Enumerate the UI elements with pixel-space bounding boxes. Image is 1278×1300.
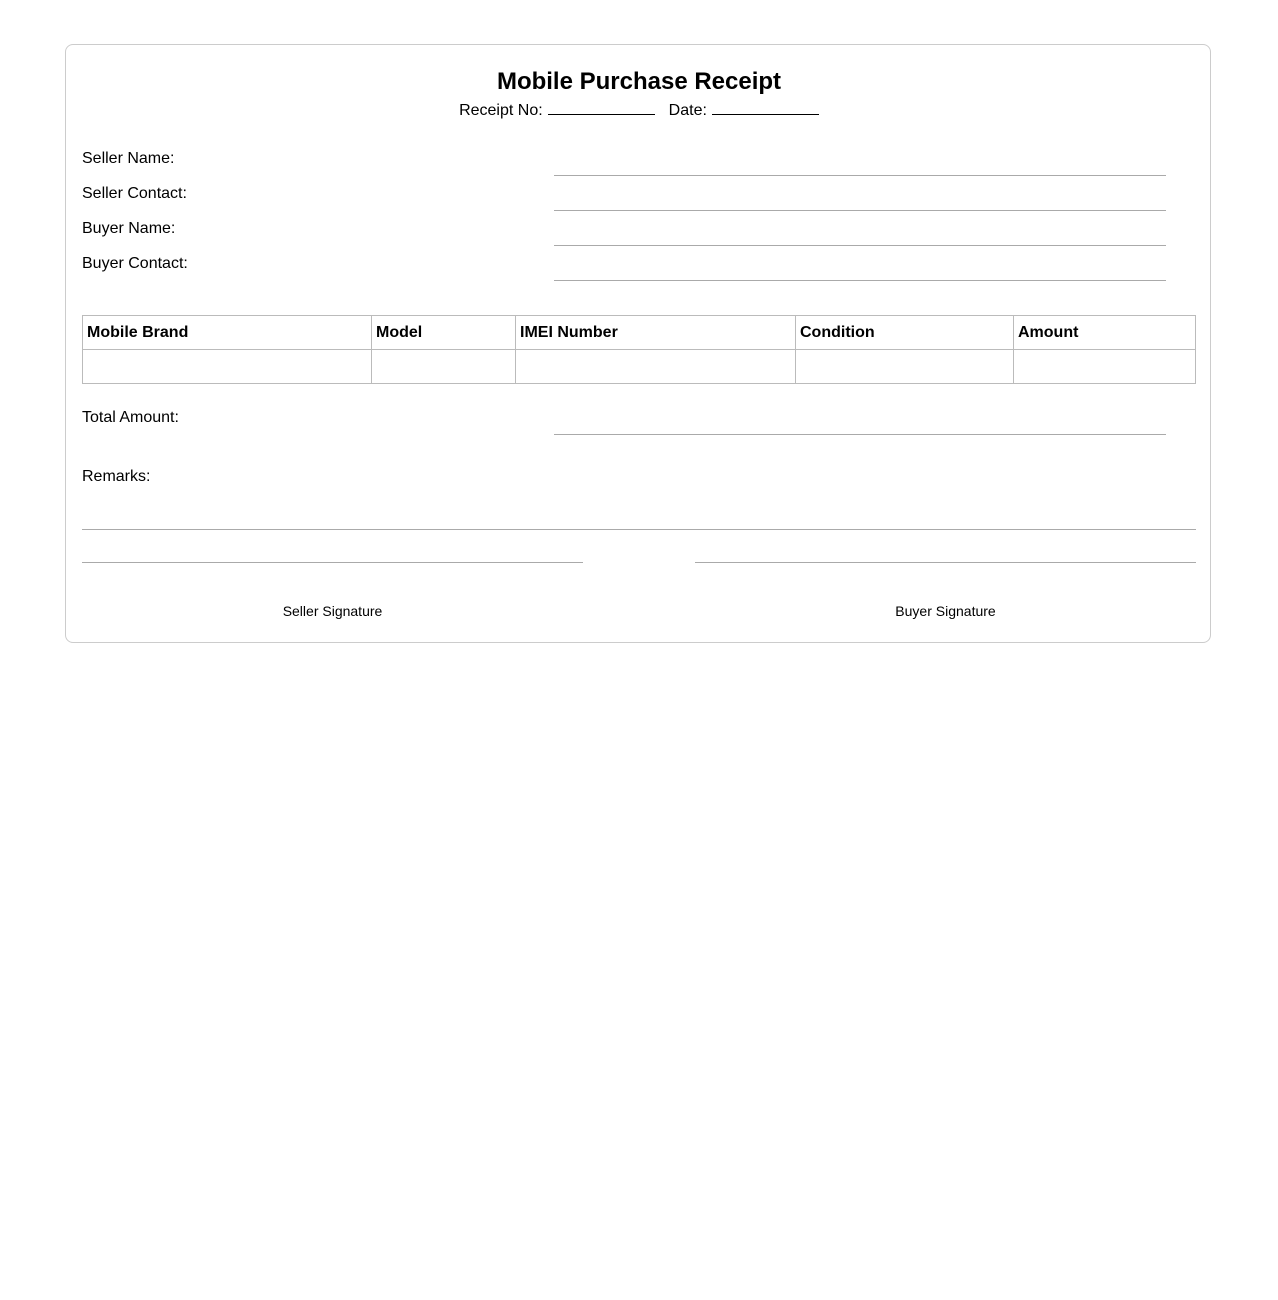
cell-imei[interactable] <box>516 350 796 384</box>
total-amount-label: Total Amount: <box>82 409 179 426</box>
buyer-name-field[interactable] <box>554 245 1166 246</box>
receipt-no-field[interactable] <box>548 100 655 115</box>
buyer-contact-field[interactable] <box>554 280 1166 281</box>
receipt-no-label: Receipt No: <box>459 102 543 119</box>
total-amount-field[interactable] <box>554 434 1166 435</box>
seller-contact-field[interactable] <box>554 210 1166 211</box>
table-header-row <box>83 316 1196 350</box>
seller-signature-line[interactable] <box>82 562 583 563</box>
seller-signature-label: Seller Signature <box>282 603 383 619</box>
header-amount: Amount <box>1014 316 1196 350</box>
cell-model[interactable] <box>372 350 516 384</box>
remarks-label: Remarks: <box>82 468 151 485</box>
seller-name-label: Seller Name: <box>82 150 175 167</box>
header-imei: IMEI Number <box>516 316 796 350</box>
buyer-name-label: Buyer Name: <box>82 220 176 237</box>
buyer-signature-label: Buyer Signature <box>895 603 996 619</box>
header-model: Model <box>372 316 516 350</box>
receipt-meta <box>0 100 1278 120</box>
seller-name-field[interactable] <box>554 175 1166 176</box>
cell-amount[interactable] <box>1014 350 1196 384</box>
date-field[interactable] <box>712 100 819 115</box>
date-label: Date: <box>668 102 707 119</box>
cell-mobile-brand[interactable] <box>83 350 372 384</box>
buyer-contact-label: Buyer Contact: <box>82 255 188 272</box>
remarks-field[interactable] <box>82 529 1196 530</box>
header-condition: Condition <box>796 316 1014 350</box>
items-table <box>82 315 1196 384</box>
buyer-signature-line[interactable] <box>695 562 1196 563</box>
table-row <box>83 350 1196 384</box>
seller-contact-label: Seller Contact: <box>82 185 187 202</box>
cell-condition[interactable] <box>796 350 1014 384</box>
header-mobile-brand: Mobile Brand <box>83 316 372 350</box>
page-title: Mobile Purchase Receipt <box>496 68 782 95</box>
